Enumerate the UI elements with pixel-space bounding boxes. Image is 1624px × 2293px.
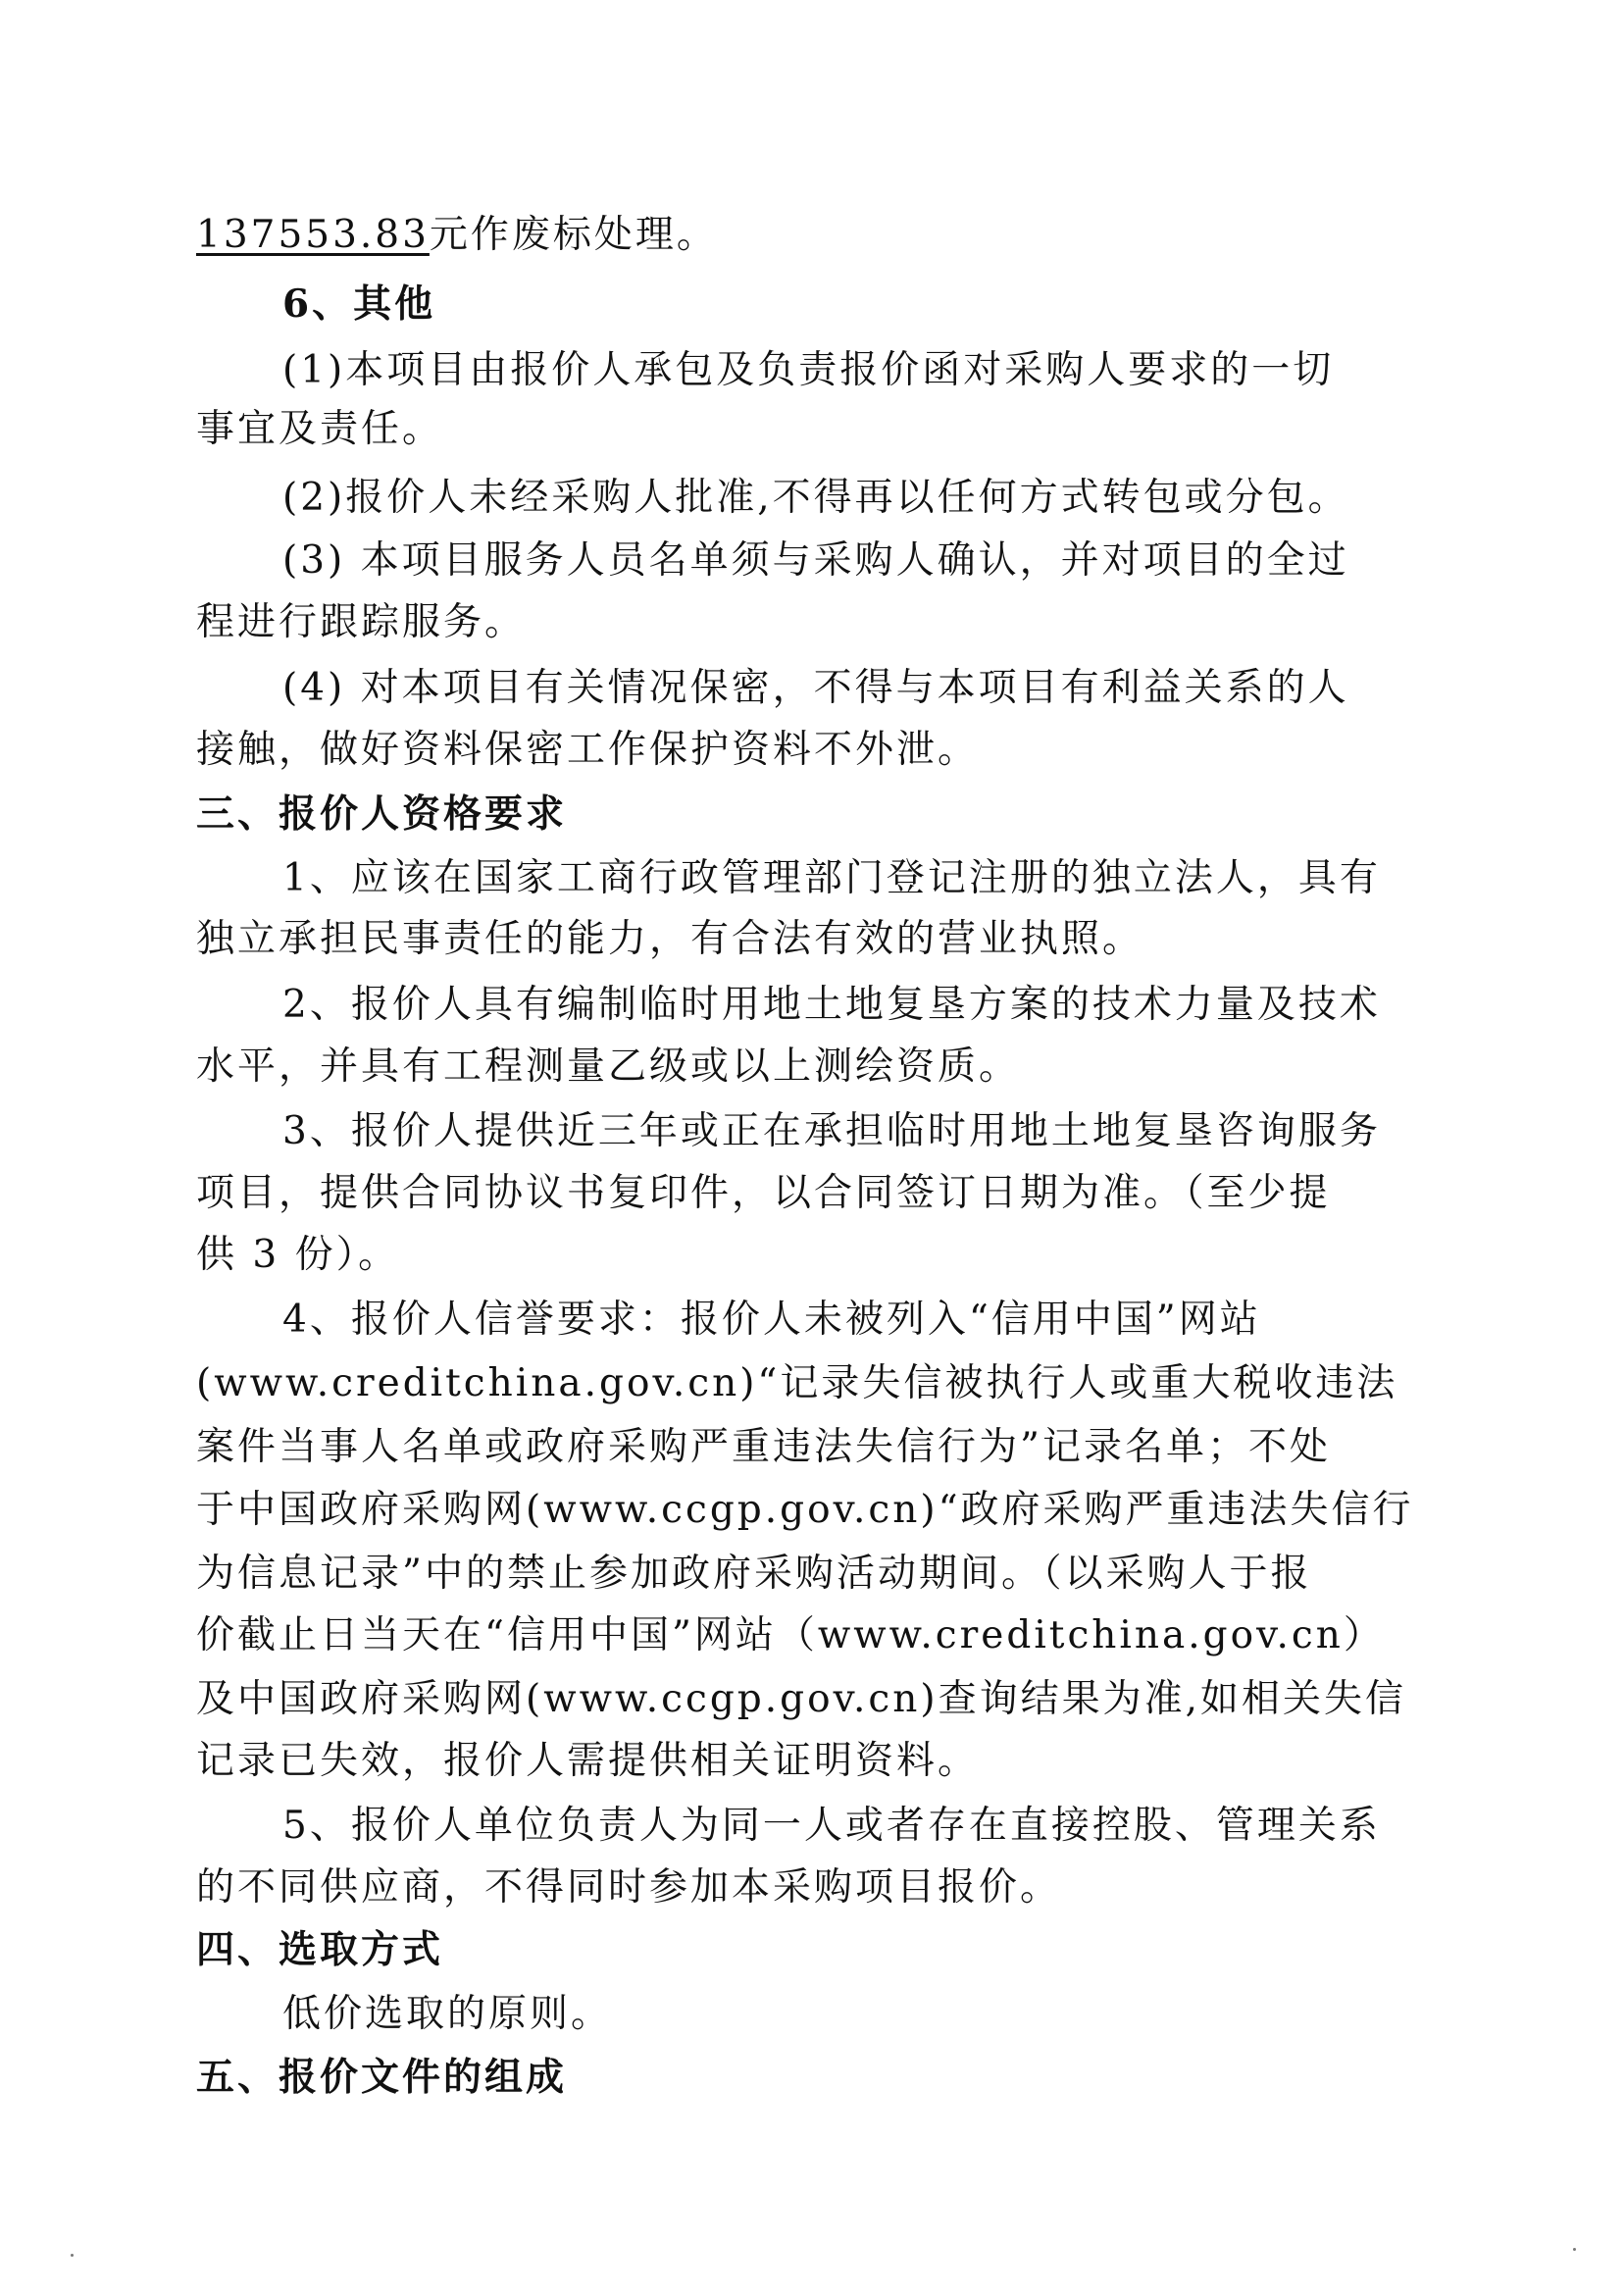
doc-line-16: 项目，提供合同协议书复印件，以合同签订日期为准。（至少提 [196,1171,1331,1215]
scan-speck [71,2254,74,2257]
section-heading-other: 6、其他 [282,281,436,327]
doc-line-17: 供 3 份）。 [196,1233,400,1277]
doc-line-23: 价截止日当天在“信用中国”网站（www.creditchina.gov.cn） [196,1613,1385,1657]
doc-line-11: 1、应该在国家工商行政管理部门登记注册的独立法人，具有 [282,856,1381,900]
amount-text: 137553.83 [196,213,430,257]
doc-line-3: (1)本项目由报价人承包及负责报价函对采购人要求的一切 [282,348,1335,392]
doc-line-24: 及中国政府采购网(www.ccgp.gov.cn)查询结果为准,如相关失信 [196,1677,1406,1721]
doc-line-5: (2)报价人未经采购人批准,不得再以任何方式转包或分包。 [282,476,1349,520]
doc-line-6: (3) 本项目服务人员名单须与采购人确认，并对项目的全过 [282,538,1349,583]
scan-speck [1573,2248,1576,2251]
doc-line-9: 接触，做好资料保密工作保护资料不外泄。 [196,728,980,772]
doc-line-7: 程进行跟踪服务。 [196,600,527,644]
doc-line-18: 4、报价人信誉要求：报价人未被列入“信用中国”网站 [282,1298,1261,1342]
doc-line-20: 案件当事人名单或政府采购严重违法失信行为”记录名单；不处 [196,1425,1331,1469]
doc-line-1 [196,206,718,265]
doc-line-29: 低价选取的原则。 [282,1992,613,2036]
doc-line-19: (www.creditchina.gov.cn)“记录失信被执行人或重大税收违法 [196,1361,1398,1405]
doc-line-4: 事宜及责任。 [196,407,444,451]
section-heading-selection: 四、选取方式 [196,1927,444,1972]
amount-suffix: 元作废标处理。 [429,213,718,257]
doc-line-15: 3、报价人提供近三年或正在承担临时用地土地复垦咨询服务 [282,1109,1381,1153]
doc-line-27: 的不同供应商，不得同时参加本采购项目报价。 [196,1865,1062,1910]
doc-line-13: 2、报价人具有编制临时用地土地复垦方案的技术力量及技术 [282,983,1381,1027]
doc-line-14: 水平，并具有工程测量乙级或以上测绘资质。 [196,1045,1021,1089]
section-heading-composition: 五、报价文件的组成 [196,2055,568,2100]
doc-line-12: 独立承担民事责任的能力，有合法有效的营业执照。 [196,917,1144,961]
doc-line-21: 于中国政府采购网(www.ccgp.gov.cn)“政府采购严重违法失信行 [196,1488,1414,1532]
section-heading-qualifications: 三、报价人资格要求 [196,791,568,837]
doc-line-26: 5、报价人单位负责人为同一人或者存在直接控股、管理关系 [282,1804,1381,1848]
doc-line-22: 为信息记录”中的禁止参加政府采购活动期间。（以采购人于报 [196,1552,1312,1596]
doc-line-25: 记录已失效，报价人需提供相关证明资料。 [196,1739,980,1783]
doc-line-8: (4) 对本项目有关情况保密，不得与本项目有利益关系的人 [282,666,1349,710]
